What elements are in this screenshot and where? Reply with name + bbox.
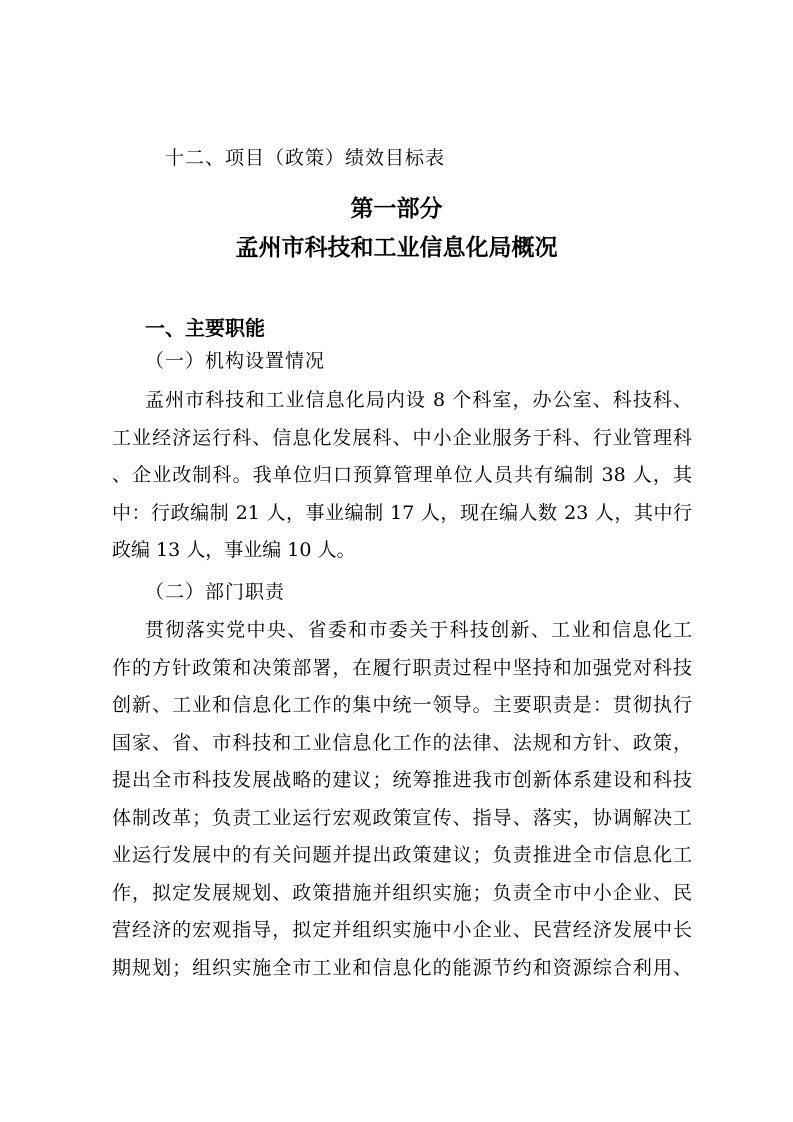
paragraph-line: 体制改革；负责工业运行宏观政策宣传、指导、落实，协调解决工 (112, 807, 692, 829)
paragraph-line: 营经济的宏观指导，拟定并组织实施中小企业、民营经济发展中长 (112, 919, 692, 941)
part-title: 孟州市科技和工业信息化局概况 (235, 235, 558, 261)
part-number: 第一部分 (350, 196, 443, 222)
toc-item: 十二、项目（政策）绩效目标表 (165, 147, 446, 169)
subsection-heading-dept-duties: （二）部门职责 (145, 581, 286, 603)
paragraph-line: 国家、省、市科技和工业信息化工作的法律、法规和方针、政策， (112, 732, 692, 754)
paragraph-line: 工业经济运行科、信息化发展科、中小企业服务于科、行业管理科 (112, 427, 692, 449)
paragraph-line: 贯彻落实党中央、省委和市委关于科技创新、工业和信息化工 (145, 619, 692, 641)
paragraph-line: 作的方针政策和决策部署，在履行职责过程中坚持和加强党对科技 (112, 657, 692, 679)
paragraph-line: 创新、工业和信息化工作的集中统一领导。主要职责是：贯彻执行 (112, 694, 692, 716)
paragraph-line: 提出全市科技发展战略的建议；统筹推进我市创新体系建设和科技 (112, 769, 692, 791)
paragraph-line: 、企业改制科。我单位归口预算管理单位人员共有编制 38 人，其 (112, 464, 692, 486)
paragraph-line: 业运行发展中的有关问题并提出政策建议；负责推进全市信息化工 (112, 844, 692, 866)
paragraph-line: 中：行政编制 21 人，事业编制 17 人，现在编人数 23 人，其中行 (112, 502, 692, 524)
section-heading-main-functions: 一、主要职能 (145, 316, 265, 340)
paragraph-line: 政编 13 人，事业编 10 人。 (112, 539, 356, 561)
paragraph-line: 作，拟定发展规划、政策措施并组织实施；负责全市中小企业、民 (112, 882, 692, 904)
paragraph-line: 期规划；组织实施全市工业和信息化的能源节约和资源综合利用、 (112, 957, 692, 979)
paragraph-line: 孟州市科技和工业信息化局内设 8 个科室，办公室、科技科、 (145, 389, 692, 411)
subsection-heading-org-setup: （一）机构设置情况 (145, 350, 326, 372)
